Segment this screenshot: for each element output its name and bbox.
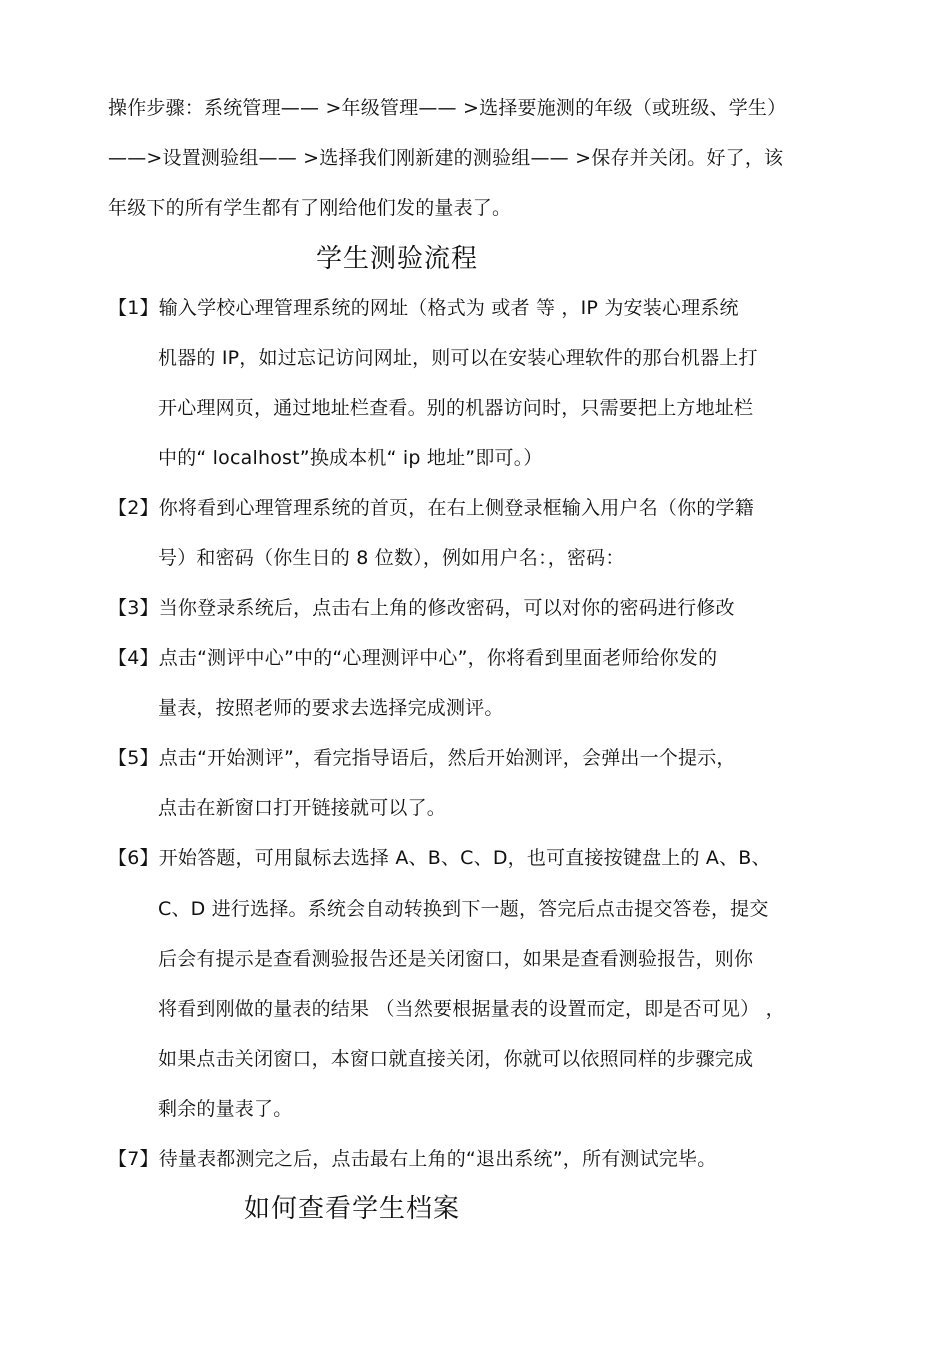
step-1-line-4: 中的“ localhost”换成本机“ ip 地址”即可。） <box>158 447 543 469</box>
step-3-line-1 <box>108 595 735 621</box>
step-number: 【5】 <box>108 747 159 769</box>
step-5-line-2: 点击在新窗口打开链接就可以了。 <box>158 797 447 819</box>
step-number: 【4】 <box>108 647 159 669</box>
step-1-line-1 <box>108 295 739 321</box>
step-text: 你将看到心理管理系统的首页，在右上侧登录框输入用户名（你的学籍 <box>158 497 754 519</box>
step-1-line-3: 开心理网页，通过地址栏查看。别的机器访问时，只需要把上方地址栏 <box>158 397 754 419</box>
step-5-line-1 <box>108 745 736 771</box>
step-1-line-2: 机器的 IP，如过忘记访问网址，则可以在安装心理软件的那台机器上打 <box>158 347 758 369</box>
step-text: 待量表都测完之后，点击最右上角的“退出系统”，所有测试完毕。 <box>158 1148 717 1170</box>
intro-line-3: 年级下的所有学生都有了刚给他们发的量表了。 <box>108 197 512 219</box>
step-6-line-4: 将看到刚做的量表的结果 （当然要根据量表的设置而定，即是否可见） ， <box>158 998 785 1020</box>
step-6-line-6: 剩余的量表了。 <box>158 1098 293 1120</box>
step-number: 【2】 <box>108 497 159 519</box>
intro-line-2: ——>设置测验组—— >选择我们刚新建的测验组—— >保存并关闭。好了，该 <box>108 147 784 169</box>
step-2-line-1 <box>108 495 754 521</box>
section-title-view-student-archive: 如何查看学生档案 <box>244 1194 461 1224</box>
step-6-line-1 <box>108 845 771 871</box>
step-text: 当你登录系统后，点击右上角的修改密码，可以对你的密码进行修改 <box>158 597 735 619</box>
step-6-line-2: C、D 进行选择。系统会自动转换到下一题，答完后点击提交答卷，提交 <box>158 898 769 920</box>
step-text: 点击“开始测评”，看完指导语后，然后开始测评，会弹出一个提示， <box>158 747 736 769</box>
step-number: 【1】 <box>108 297 159 319</box>
step-text: 点击“测评中心”中的“心理测评中心”，你将看到里面老师给你发的 <box>158 647 718 669</box>
step-text: 开始答题，可用鼠标去选择 A、B、C、D，也可直接按键盘上的 A、B、 <box>158 847 771 869</box>
step-text: 输入学校心理管理系统的网址（格式为 或者 等 ，IP 为安装心理系统 <box>158 297 739 319</box>
step-6-line-3: 后会有提示是查看测验报告还是关闭窗口，如果是查看测验报告，则你 <box>158 948 754 970</box>
step-4-line-1 <box>108 645 717 671</box>
section-title-student-test-flow: 学生测验流程 <box>316 244 479 274</box>
step-7-line-1 <box>108 1146 716 1172</box>
step-6-line-5: 如果点击关闭窗口，本窗口就直接关闭，你就可以依照同样的步骤完成 <box>158 1048 754 1070</box>
intro-line-1: 操作步骤：系统管理—— >年级管理—— >选择要施测的年级（或班级、学生） <box>108 97 787 119</box>
step-number: 【7】 <box>108 1148 159 1170</box>
step-number: 【3】 <box>108 597 159 619</box>
step-2-line-2: 号）和密码（你生日的 8 位数），例如用户名：，密码： <box>158 547 625 569</box>
step-number: 【6】 <box>108 847 159 869</box>
step-4-line-2: 量表，按照老师的要求去选择完成测评。 <box>158 697 504 719</box>
